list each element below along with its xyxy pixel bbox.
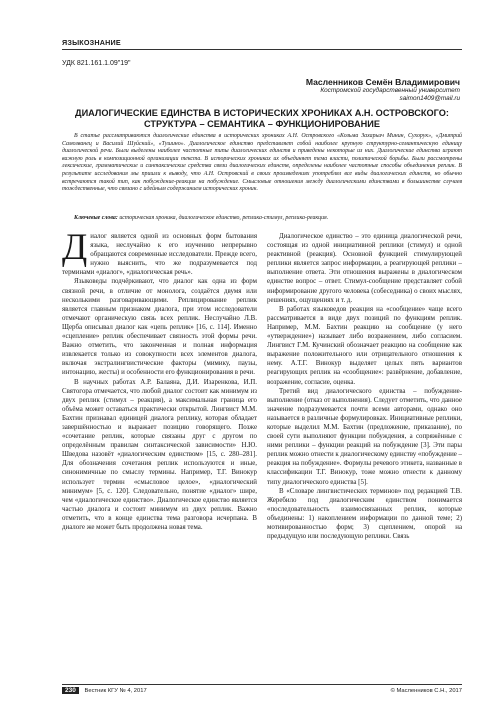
keywords-label: Ключевые слова:: [74, 215, 118, 221]
paragraph: [62, 227, 257, 277]
page-footer: [62, 684, 462, 694]
author-email: saimon1409@mail.ru: [399, 95, 460, 102]
section-header: ЯЗЫКОЗНАНИЕ: [62, 38, 462, 50]
body-column-left: [62, 227, 257, 532]
paragraph: Третий вид диалогического единства – побуждение-выполнение (отказ от выполнения). Следует отметить, что данное значение подразумевается почти всеми авторами, однако оно называется в различные формулировках. Инициативные реплики, которые выделил М.М. Бахтин (предложение, приказание), по своей сути выполняют функции побуждения, а сопряжённые с ними реплики – функции реакций на побуждение [3]. Эти пары реплик можно отнести к диалогическому единству «побуждение – реакция на побуждение». Формулы речевого этикета, названные в классификации Т.Г. Винокур, тоже можно отнести к данному типу диалогического единства [5].: [267, 387, 462, 486]
page-number: 230: [62, 687, 79, 694]
paragraph: Диалогическое единство – это единица диалогической речи, состоящая из одной инициативной реплики (стимул) и одной реактивной (реакция). Основной функцией стимулирующей реплики является запрос информации, а реагирующей реплики – выполнение ответа. Эти отношения выражены в диалогическом единстве вопрос – ответ. Стимул-сообщение представляет собой информирование другого человека (собеседника) о своих мыслях, решениях, ощущениях и т. д.: [267, 233, 462, 304]
body-column-right: [267, 232, 462, 541]
paragraph: В «Словаре лингвистических терминов» под редакцией Т.В. Жеребило под диалогическим единством понимается «последовательность взаимосвязанных реплик, которые объединены: 1) накоплением информации по данной теме; 2) мотивированностью форм; 3) сцеплением, опорой на предыдущую или последующую реплики. Связь: [267, 487, 462, 541]
author-block: [306, 77, 460, 103]
article-title: ДИАЛОГИЧЕСКИЕ ЕДИНСТВА В ИСТОРИЧЕСКИХ ХРОНИКАХ А.Н. ОСТРОВСКОГО: СТРУКТУРА – СЕМАНТИКА – ФУНКЦИОНИРОВАНИЕ: [75, 108, 449, 129]
article-abstract: В статье рассматриваются диалогические единства в исторических хрониках А.Н. Островского «Козьма Захарьич Минин, Сухорук», «Дмитрий Самозванец и Василий Шуйский», «Тушино». Диалогическое единство представляет собой наиболее крупную структурно-семантическую единицу диалогической речи. Были выделены наиболее частотные типы диалогических единств и приведены некоторые из них. Диалогические единства играют важную роль в композиционной организации текста. В исторических хрониках их объединяет тема власти, политической борьбы. Были рассмотрены лексические, грамматические и синтаксические средства связи диалогических единств, определены наиболее частотные способы объединения реплик. В результате исследования мы пришли к выводу, что А.Н. Островский в своих произведениях употреблял все виды диалогических единств, но обычно встречаются такой тип, как побуждение-реакция на побуждение. Смысловые отношения между диалогическими единствами в большинстве случаев тождественные, что связано с идейным содержанием исторических хроник.: [62, 133, 462, 193]
paragraph: В научных работах А.Р. Балаяна, Д.И. Изаренкова, И.П. Святогора отмечается, что любой диалог состоит как минимум из двух реплик (стимул – реакция), а максимальная граница его объёма может оставаться практически открытой. Лингвист М.М. Бахтин признавал единицей диалога реплику, которая обладает завершённостью и выражает позицию говорящего. Позже «сочетание реплик, которые связаны друг с другом по определённым правилам синтаксической зависимости» Н.Ю. Шведова назовёт «диалогическим единством» [15, с. 280–281]. Для обозначения сочетания реплик используются и иные, синонимичные по смыслу термины. Например, Т.Г. Винокур использует термин «смысловое целое», «диалогический минимум» [5, с. 120]. Следовательно, понятие «диалог» шире, чем «диалогическое единство». Диалогическое единство является частью диалога и состоит минимум из двух реплик. Важно отметить, что в конце единства тема разговора исчерпана. В диалоге же может быть продолжена новая тема.: [62, 378, 257, 531]
author-affiliation: Костромской государственный университет: [320, 87, 460, 94]
keywords: [62, 215, 462, 223]
paragraph: В работах языковедов реакция на «сообщение» чаще всего рассматривается в виде двух позиций по функциям реплик. Например, М.М. Бахтин реакцию на сообщение (у него «утверждение») называет либо возражением, либо согласием. Лингвист Г.М. Кучинский обозначает реакцию на сообщение как выражение положительного или отрицательного отношения к нему. А.Т.Г. Винокур выделяет целых пять вариантов реагирующих реплик на «сообщение»: развёрнение, добавление, возражение, согласие, оценка.: [267, 305, 462, 386]
journal-name: Вестник КГУ: [84, 688, 120, 694]
footer-left: [62, 687, 147, 694]
drop-cap: Д: [62, 227, 88, 268]
paragraph: Языковеды подчёркивают, что диалог как одна из форм связной речи, в отличие от монолога, создаётся двумя или несколькими разговаривающими. Реплицирование реплик является главным признаком диалога, при этом исследователи отмечают органическую связь всех реплик. Неслучайно Л.В. Щерба описывал диалог как «цепь реплик» [16, с. 114]. Именно «сцепление» реплик обеспечивает связность этой формы речи. Важно отметить, что законченная и полная информация извлекается только из совокупности всех элементов диалога, включая экстралингвистические факторы (мимику, паузы, интонацию, жесты) и особенности его функционирования в речи.: [62, 278, 257, 377]
copyright: © Масленников С.Н., 2017: [390, 687, 462, 694]
author-name: Масленников Семён Владимирович: [305, 77, 460, 87]
paragraph-text: иалог является одной из основных форм бытования языка, неслучайно к его изучению непрерывно обращаются современные исследователи. Прежде всего, нужно выяснить, что же подразумевается под терминами «диалог», «диалогическая речь».: [62, 233, 257, 277]
udk-code: УДК 821.161.1.09"19": [62, 60, 131, 67]
journal-issue: № 4, 2017: [119, 688, 147, 694]
keywords-text: историческая хроника, диалогическое единство, реплика-стимул, реплика-реакция.: [119, 215, 329, 221]
